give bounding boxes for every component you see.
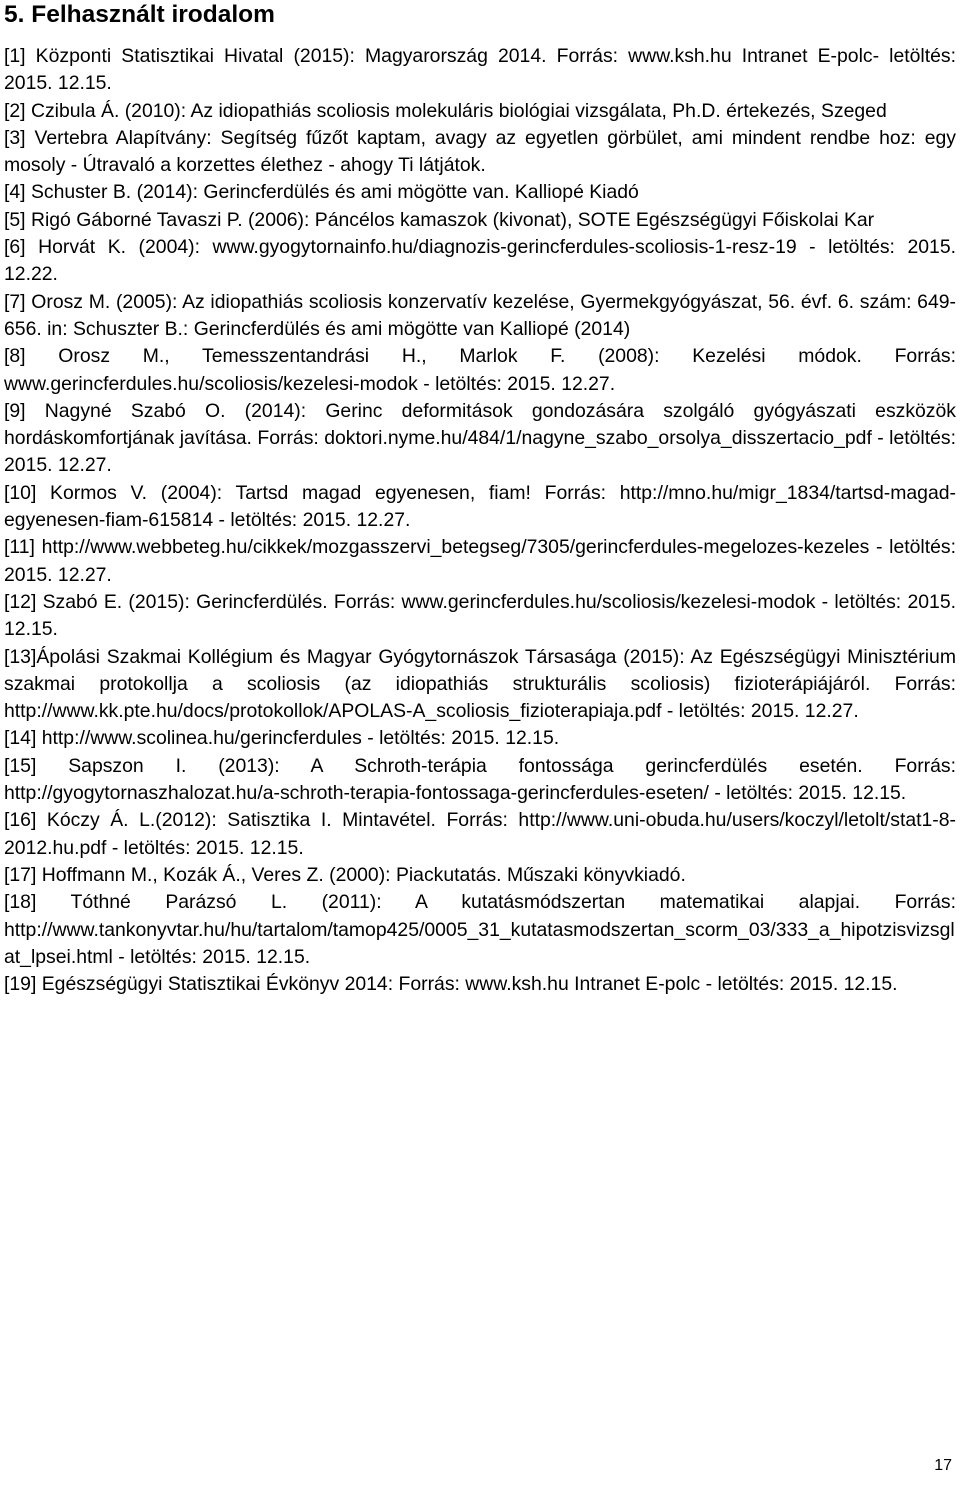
reference-number: [2] bbox=[4, 99, 26, 122]
reference-number: [9] bbox=[4, 399, 26, 422]
reference-text: Rigó Gáborné Tavaszi P. (2006): Páncélos kamaszok (kivonat), SOTE Egészségügyi Főiskolai Kar bbox=[25, 208, 875, 231]
reference-text: Orosz M. (2005): Az idiopathiás scoliosis konzervatív kezelése, Gyermekgyógyászat, 56. évf. 6. szám: 649-656. in: Schuszter B.: Gerincferdülés és ami mögötte van Kalliopé (2014) bbox=[4, 290, 956, 340]
reference-text: Sapszon I. (2013): A Schroth-terápia fontossága gerincferdülés esetén. Forrás: http://gyogytornaszhalozat.hu/a-schroth-terapia-fontossaga-gerincferdules-eseten/ - letöltés: 2015. 12.15. bbox=[4, 754, 956, 805]
reference-item bbox=[4, 644, 956, 726]
reference-text: http://www.scolinea.hu/gerincferdules - letöltés: 2015. 12.15. bbox=[36, 727, 560, 750]
reference-item bbox=[4, 343, 956, 398]
reference-text: Nagyné Szabó O. (2014): Gerinc deformitások gondozására szolgáló gyógyászati eszközök hordáskomfortjának javítása. Forrás: doktori.nyme.hu/484/1/nagyne_szabo_orsolya_disszertacio_pdf - letöltés: 2015. 12.27. bbox=[4, 399, 956, 477]
reference-text: Hoffmann M., Kozák Á., Veres Z. (2000): Piackutatás. Műszaki könyvkiadó. bbox=[36, 863, 686, 886]
reference-text: Kóczy Á. L.(2012): Satisztika I. Mintavétel. Forrás: http://www.uni-obuda.hu/users/koczyl/letolt/stat1-8-2012.hu.pdf - letöltés: 2015. 12.15. bbox=[4, 809, 956, 859]
reference-item bbox=[4, 725, 956, 752]
reference-item bbox=[4, 589, 956, 644]
reference-number: [14] bbox=[4, 727, 37, 750]
reference-item bbox=[4, 480, 956, 535]
reference-number: [10] bbox=[4, 481, 37, 504]
reference-number: [11] bbox=[4, 536, 35, 559]
reference-number: [3] bbox=[4, 126, 26, 149]
reference-item bbox=[4, 753, 956, 808]
reference-text: Czibula Á. (2010): Az idiopathiás scoliosis molekuláris biológiai vizsgálata, Ph.D. értekezés, Szeged bbox=[25, 99, 887, 122]
reference-item bbox=[4, 971, 956, 998]
reference-item bbox=[4, 807, 956, 862]
reference-text: Kormos V. (2004): Tartsd magad egyenesen, fiam! Forrás: http://mno.hu/migr_1834/tartsd-magad-egyenesen-fiam-615814 - letöltés: 2015. 12.27. bbox=[4, 481, 956, 532]
reference-item bbox=[4, 98, 956, 125]
reference-item bbox=[4, 179, 956, 206]
reference-list bbox=[4, 43, 956, 998]
reference-number: [1] bbox=[4, 45, 26, 67]
reference-item bbox=[4, 234, 956, 289]
reference-number: [5] bbox=[4, 208, 26, 231]
reference-number: [16] bbox=[4, 809, 37, 832]
reference-number: [15] bbox=[4, 754, 37, 777]
reference-number: [17] bbox=[4, 863, 37, 886]
reference-text: Központi Statisztikai Hivatal (2015): Magyarország 2014. Forrás: www.ksh.hu Intranet E-polc- letöltés: 2015. 12.15. bbox=[4, 45, 956, 95]
reference-text: Orosz M., Temesszentandrási H., Marlok F. (2008): Kezelési módok. Forrás: www.gerincferdules.hu/scoliosis/kezelesi-modok - letöltés: 2015. 12.27. bbox=[4, 345, 956, 395]
reference-number: [8] bbox=[4, 345, 26, 368]
reference-text: Schuster B. (2014): Gerincferdülés és ami mögötte van. Kalliopé Kiadó bbox=[25, 181, 639, 204]
reference-item bbox=[4, 862, 956, 889]
reference-item bbox=[4, 125, 956, 180]
reference-number: [12] bbox=[4, 590, 37, 613]
reference-text: Horvát K. (2004): www.gyogytornainfo.hu/diagnozis-gerincferdules-scoliosis-1-resz-19 - letöltés: 2015. 12.22. bbox=[4, 236, 956, 286]
reference-text: Egészségügyi Statisztikai Évkönyv 2014: Forrás: www.ksh.hu Intranet E-polc - letöltés: 2015. 12.15. bbox=[36, 973, 898, 996]
page-number: 17 bbox=[934, 1457, 952, 1474]
reference-number: [4] bbox=[4, 181, 26, 204]
reference-item bbox=[4, 889, 956, 971]
reference-number: [7] bbox=[4, 290, 26, 313]
reference-text: Vertebra Alapítvány: Segítség fűzőt kaptam, avagy az egyetlen görbület, ami mindent rendbe hoz: egy mosoly - Útravaló a korzettes élethez - ahogy Ti látjátok. bbox=[4, 126, 956, 177]
reference-item bbox=[4, 43, 956, 98]
reference-number: [13] bbox=[4, 645, 37, 668]
reference-item bbox=[4, 534, 956, 589]
reference-item bbox=[4, 207, 956, 234]
reference-text: Szabó E. (2015): Gerincferdülés. Forrás: www.gerincferdules.hu/scoliosis/kezelesi-modok - letöltés: 2015. 12.15. bbox=[4, 590, 956, 641]
reference-item bbox=[4, 289, 956, 344]
reference-item bbox=[4, 398, 956, 480]
section-heading: 5. Felhasznált irodalom bbox=[4, 1, 275, 28]
reference-number: [18] bbox=[4, 891, 37, 914]
reference-text: Tóthné Parázsó L. (2011): A kutatásmódszertan matematikai alapjai. Forrás: http://www.tankonyvtar.hu/hu/tartalom/tamop425/0005_31_kutatasmodszertan_scorm_03/333_a_hipotzisvizsglat_lpsei.html - letöltés: 2015. 12.15. bbox=[4, 891, 956, 968]
reference-number: [19] bbox=[4, 973, 37, 996]
reference-text: Ápolási Szakmai Kollégium és Magyar Gyógytornászok Társasága (2015): Az Egészségügyi Minisztérium szakmai protokollja a scoliosis (az idiopathiás strukturális scoliosis) fizioterápiájáról. Forrás: http://www.kk.pte.hu/docs/protokollok/APOLAS-A_scoliosis_fizioterapiaja.pdf - letöltés: 2015. 12.27. bbox=[4, 645, 956, 723]
reference-number: [6] bbox=[4, 236, 26, 259]
reference-text: http://www.webbeteg.hu/cikkek/mozgasszervi_betegseg/7305/gerincferdules-megelozes-kezeles - letöltés: 2015. 12.27. bbox=[4, 536, 956, 586]
